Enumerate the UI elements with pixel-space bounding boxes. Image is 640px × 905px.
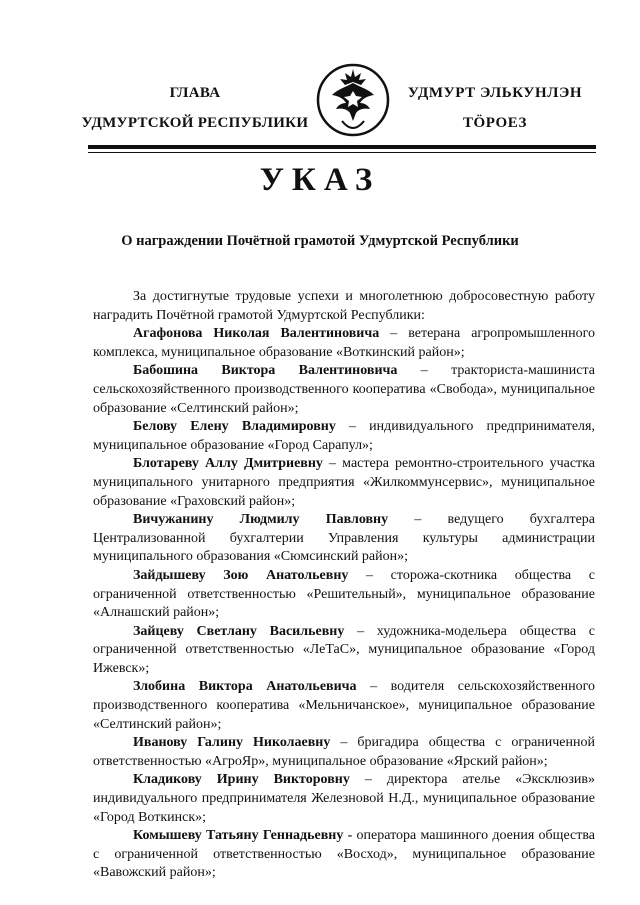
award-entry xyxy=(93,771,595,827)
intro-paragraph: За достигнутые трудовые успехи и многолетнюю добросовестную работу наградить Почётной грамотой Удмуртской Республики: xyxy=(93,289,595,323)
awardee-name: Злобина Виктора Анатольевича xyxy=(133,679,357,695)
header-divider-thin xyxy=(88,152,596,153)
award-entry xyxy=(93,511,595,567)
awardee-description: – ветерана агропромышленного комплекса, муниципальное образование «Воткинский район»; xyxy=(93,326,595,360)
awardee-description: – художника-модельера общества с ограниченной ответственностью «ЛеТаС», муниципальное образование «Город Ижевск»; xyxy=(93,623,595,676)
header-left-line1: ГЛАВА xyxy=(169,85,221,101)
awardee-name: Белову Елену Владимировну xyxy=(133,419,336,435)
awardee-description: оператора машинного доения общества с ограниченной ответственностью «Восход», муниципальное образование «Вавожский район»; xyxy=(93,828,595,881)
awardee-name: Иванову Галину Николаевну xyxy=(133,735,331,751)
award-entry xyxy=(93,455,595,511)
awardee-name: Зайцеву Светлану Васильевну xyxy=(133,623,345,639)
award-entry xyxy=(93,827,595,883)
awardee-description: – ведущего бухгалтера Централизованной бухгалтерии Управления культуры администрации муниципального образования «Сюмсинский район»; xyxy=(93,512,596,565)
award-list xyxy=(93,325,595,883)
award-entry xyxy=(93,418,595,455)
awardee-name: Бабошина Виктора Валентиновича xyxy=(133,363,398,379)
award-entry xyxy=(93,362,595,418)
awardee-description: – мастера ремонтно-строительного участка муниципального унитарного предприятия «Жилкоммунсервис», муниципальное образование «Граховский район»; xyxy=(93,456,595,509)
awardee-description: – тракториста-машиниста сельскохозяйственного производственного кооператива «Свобода», муниципальное образование «Селтинский район»; xyxy=(93,363,595,416)
document-body xyxy=(93,288,595,883)
awardee-name: Зайдышеву Зою Анатольевну xyxy=(133,567,349,583)
header-left-line2: УДМУРТСКОЙ РЕСПУБЛИКИ xyxy=(81,115,309,131)
awardee-description: – индивидуального предпринимателя, муниципальное образование «Город Сарапул»; xyxy=(93,419,595,453)
header-right xyxy=(400,78,590,138)
awardee-name: Агафонова Николая Валентиновича xyxy=(133,326,380,342)
awardee-name: Вичужанину Людмилу Павловну xyxy=(133,512,389,528)
awardee-name: Комышеву Татьяну Геннадьевну - xyxy=(133,828,353,844)
awardee-name: Блотареву Аллу Дмитриевну xyxy=(133,456,323,472)
header-left xyxy=(80,78,310,138)
header-right-line2: ТӦРОЕЗ xyxy=(462,115,528,131)
document-title: УКАЗ xyxy=(259,162,381,198)
award-entry xyxy=(93,734,595,771)
awardee-description: – бригадира общества с ограниченной ответственностью «АгроЯр», муниципальное образование «Ярский район»; xyxy=(93,735,595,769)
awardee-name: Кладикову Ирину Викторовну xyxy=(133,772,350,788)
header-right-line1: УДМУРТ ЭЛЬКУНЛЭН xyxy=(407,85,583,101)
awardee-description: – директора ателье «Эксклюзив» индивидуального предпринимателя Железновой Н.Д., муниципальное образование «Город Воткинск»; xyxy=(93,772,596,825)
award-entry xyxy=(93,325,595,362)
header-divider-thick xyxy=(88,145,596,149)
awardee-description: – сторожа-скотника общества с ограниченной ответственностью «Решительный», муниципальное образование «Алнашский район»; xyxy=(93,567,595,621)
award-entry xyxy=(93,678,595,734)
document-subject: О награждении Почётной грамотой Удмуртской Республики xyxy=(121,233,519,249)
award-entry xyxy=(93,623,595,679)
awardee-description: – водителя сельскохозяйственного производственного кооператива «Мельничанское», муниципальное образование «Селтинский район»; xyxy=(93,679,595,732)
award-entry xyxy=(93,567,595,623)
coat-of-arms-icon xyxy=(316,63,390,137)
